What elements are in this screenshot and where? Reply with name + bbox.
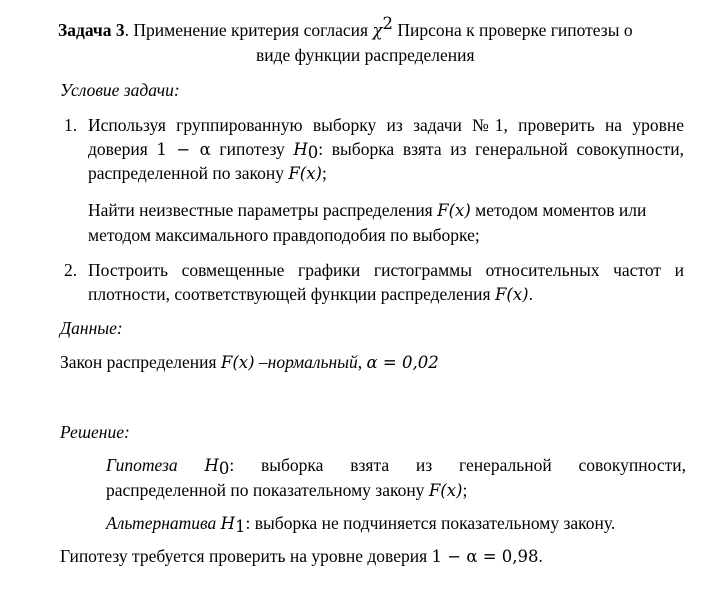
confidence-level-line: Гипотезу требуется проверить на уровне доверия 1 − α = 0,98. [60, 546, 543, 566]
solution-heading: Решение: [60, 422, 130, 442]
alternative-line: Альтернатива $H_1$: выборка не подчиняется показательному закону. [106, 513, 616, 536]
task-title-line2: виде функции распределения [256, 45, 475, 65]
item1-number: 1. [64, 115, 78, 135]
item2-number: 2. [64, 260, 78, 280]
task-label: Задача 3 [58, 20, 125, 40]
math-Fx: F(x) [220, 353, 255, 372]
chi-exponent: 2 [382, 14, 393, 33]
math-H0: H [293, 140, 308, 159]
title-text-b: Пирсона к проверке гипотезы о [392, 20, 633, 40]
hypothesis-label: Гипотеза [106, 455, 178, 475]
item1-line2: доверия 1 − α гипотезу $H_0$: выборка взята из генеральной совокупности, [88, 139, 684, 162]
math-Fx: F(x) [428, 481, 463, 500]
math-alpha-value: α = 0,02 [366, 353, 439, 372]
task-title [58, 14, 678, 41]
item1-line1: Используя группированную выборку из задачи №1, проверить на уровне [88, 115, 684, 135]
hypothesis-line2: распределенной по показательному закону F(x); [106, 480, 468, 500]
data-heading: Данные: [60, 318, 123, 338]
condition-heading: Условие задачи: [60, 80, 180, 100]
chi-symbol: χ [372, 21, 383, 40]
distribution-law: Закон распределения F(x) –нормальный, α = 0,02 [60, 352, 439, 372]
item1-para2-line2: методом максимального правдоподобия по выборке; [88, 225, 480, 245]
math-Fx: F(x) [437, 201, 471, 220]
item1-para2-line1: Найти неизвестные параметры распределения F(x) методом моментов или [88, 200, 647, 220]
math-H0: H [204, 456, 219, 475]
math-confidence: 1 − α = 0,98 [431, 547, 539, 566]
alternative-label: Альтернатива [106, 513, 221, 533]
item2-line1: Построить совмещенные графики гистограммы относительных частот и [88, 260, 684, 280]
math-one-minus-alpha: 1 − α [156, 140, 211, 159]
item1-line3: распределенной по закону F(x); [88, 163, 327, 183]
math-Fx: F(x) [494, 285, 529, 304]
hypothesis-line1: Гипотеза $H_0$: выборка взята из генеральной совокупности, [106, 455, 686, 478]
item2-line2: плотности, соответствующей функции распределения F(x). [88, 284, 533, 304]
title-text-a: . Применение критерия согласия [124, 20, 373, 40]
math-Fx: F(x) [288, 164, 322, 183]
math-H1: H [220, 514, 236, 533]
